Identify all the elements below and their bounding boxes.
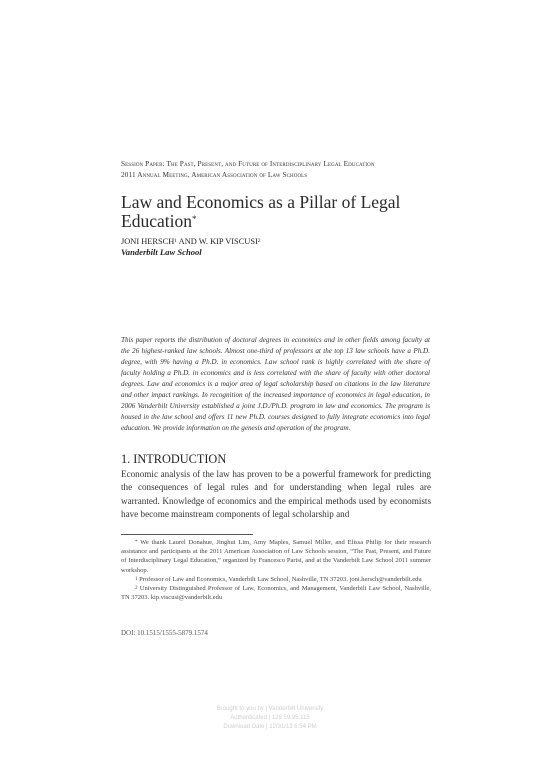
footnote-text: Professor of Law and Economics, Vanderbilt Law School, Nashville, TN 37203. joni.hersch@vanderbilt.edu (139, 575, 422, 583)
session-meeting: 2011 Annual Meeting, American Association of Law Schools (121, 169, 308, 179)
abstract: This paper reports the distribution of doctoral degrees in economics and in other fields among faculty at the 26 highest-ranked law schools. Almost one-third of professors at the top 13 law schools have a Ph.D. degree, with 9% having a Ph.D. in economics. Law school rank is highly correlated with the share of faculty holding a Ph.D. in economics and is less correlated with the share of faculty with other doctoral degrees. Law and economics is a major area of legal scholarship based on citations in the law literature and other impact rankings. In recognition of the increased importance of economics in legal education, in 2006 Vanderbilt University established a joint J.D./Ph.D. program in law and economics. The program is housed in the law school and offers 11 new Ph.D. courses designed to fully integrate economics into legal education. We provide information on the genesis and operation of the program. (121, 336, 430, 432)
footnote-text: University Distinguished Professor of Law, Economics, and Management, Vanderbilt Law School, Nashville, TN 37203. kip.viscusi@vanderbilt.edu (121, 585, 432, 602)
footnotes (121, 538, 431, 602)
footnote-divider (121, 534, 253, 535)
paper-title-text: Law and Economics as a Pillar of Legal Education (121, 192, 401, 231)
section-heading: 1. INTRODUCTION (121, 452, 227, 466)
author-footnote-marker: 1 (174, 238, 178, 244)
footnote (121, 584, 431, 602)
doi: DOI: 10.1515/1555-5879.1574 (121, 629, 208, 637)
watermark-line: Download Date | 12/31/13 6:54 PM (223, 724, 317, 730)
watermark-line: Authenticated | 129.59.95.115 (230, 715, 310, 721)
author-name: W. KIP VISCUSI (198, 237, 258, 246)
download-watermark (195, 705, 345, 732)
body-paragraph: Economic analysis of the law has proven to be a powerful framework for predicting the consequences of legal rules and for understanding when legal rules are warranted. Knowledge of economics and the empirical methods used by economists have become mainstream components of legal scholarship and (121, 469, 431, 520)
session-header (121, 159, 461, 180)
author-connector: AND (177, 237, 199, 246)
session-title: Session Paper: The Past, Present, and Future of Interdisciplinary Legal Education (121, 159, 375, 168)
watermark-line: Brought to you by | Vanderbilt University (216, 706, 324, 712)
paper-title (121, 193, 441, 231)
author-name: JONI HERSCH (121, 237, 175, 246)
footnote-marker: 2 (135, 586, 138, 592)
footnote (121, 575, 431, 584)
footnote-text: We thank Laurel Donahue, Jinghui Lim, Amy Maples, Samuel Miller, and Elissa Philip for their research assistance and participants at the 2011 American Association of Law Schools session, “The Past, Present, and Future of Interdisciplinary Legal Education,” organized by Francesco Parisi, and at the Vanderbilt Law School 2011 summer workshop. (121, 539, 431, 574)
affiliation: Vanderbilt Law School (121, 247, 202, 257)
author-footnote-marker: 2 (257, 238, 261, 244)
footnote-marker: * (135, 540, 138, 545)
title-footnote-marker: * (191, 214, 197, 224)
footnote-marker: 1 (135, 576, 138, 582)
footnote (121, 538, 431, 575)
